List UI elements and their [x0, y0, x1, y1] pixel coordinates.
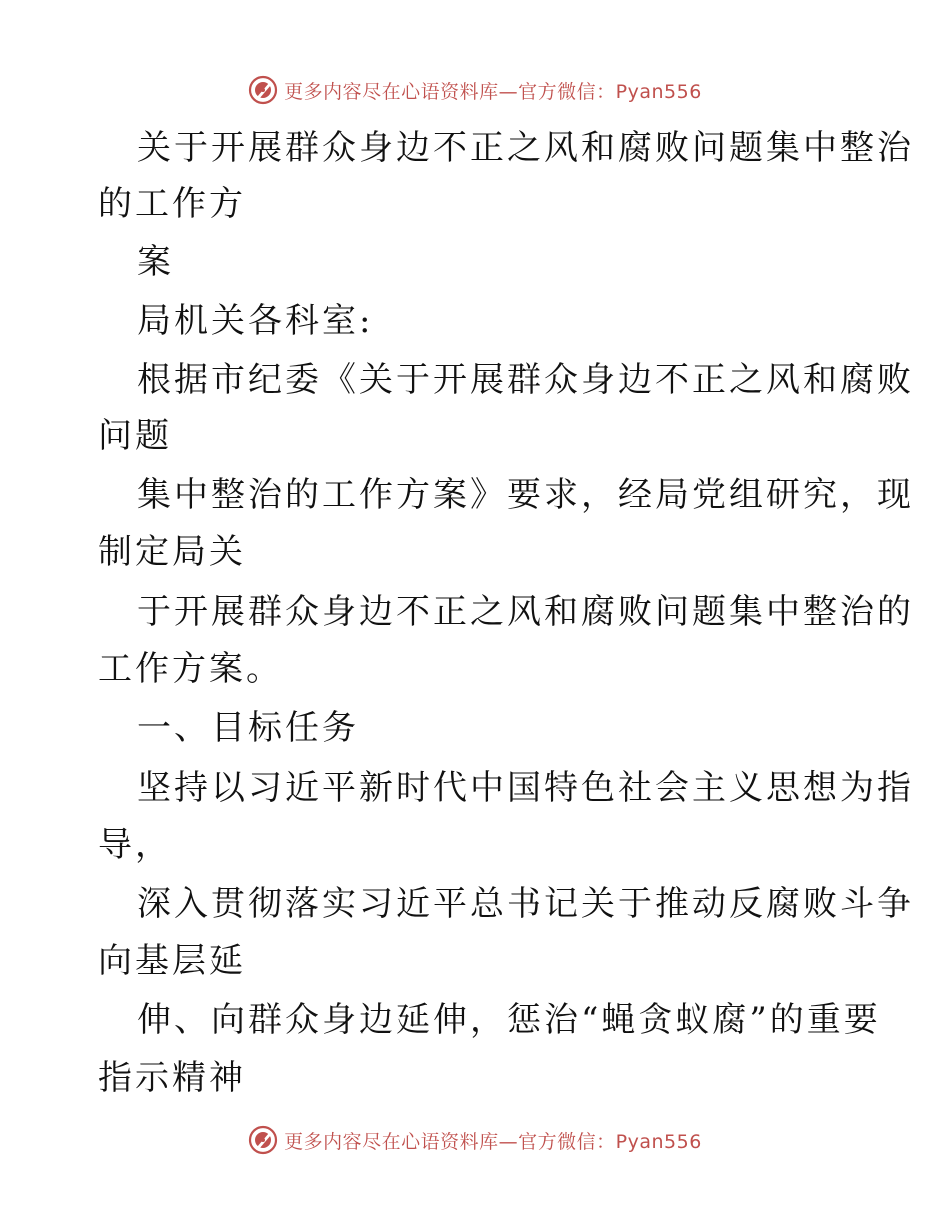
watermark-text: 更多内容尽在心语资料库—官方微信：Pyan556 [284, 1130, 702, 1153]
text-line: 指示精神 [98, 1058, 246, 1098]
header-watermark-banner [0, 70, 950, 110]
watermark-text: 更多内容尽在心语资料库—官方微信：Pyan556 [284, 80, 702, 103]
text-line: 局机关各科室: [137, 301, 374, 341]
text-line: 坚持以习近平新时代中国特色社会主义思想为指 [137, 768, 914, 808]
pen-logo-icon [248, 1125, 278, 1155]
text-line: 伸、向群众身边延伸，惩治“蝇贪蚁腐”的重要 [137, 1000, 881, 1040]
text-line: 向基层延 [98, 941, 246, 981]
text-line: 案 [137, 242, 174, 282]
text-line: 根据市纪委《关于开展群众身边不正之风和腐败 [137, 360, 914, 400]
section-heading: 一、目标任务 [137, 708, 359, 748]
text-line: 关于开展群众身边不正之风和腐败问题集中整治 [137, 128, 914, 168]
text-line: 集中整治的工作方案》要求，经局党组研究，现 [137, 475, 914, 515]
text-line: 制定局关 [98, 532, 246, 572]
text-line: 导， [98, 825, 172, 865]
text-line: 工作方案。 [98, 649, 283, 689]
pen-logo-icon [248, 75, 278, 105]
text-line: 于开展群众身边不正之风和腐败问题集中整治的 [137, 592, 914, 632]
text-line: 深入贯彻落实习近平总书记关于推动反腐败斗争 [137, 884, 914, 924]
footer-watermark-banner [0, 1120, 950, 1160]
text-line: 的工作方 [98, 184, 246, 224]
text-line: 问题 [98, 416, 172, 456]
